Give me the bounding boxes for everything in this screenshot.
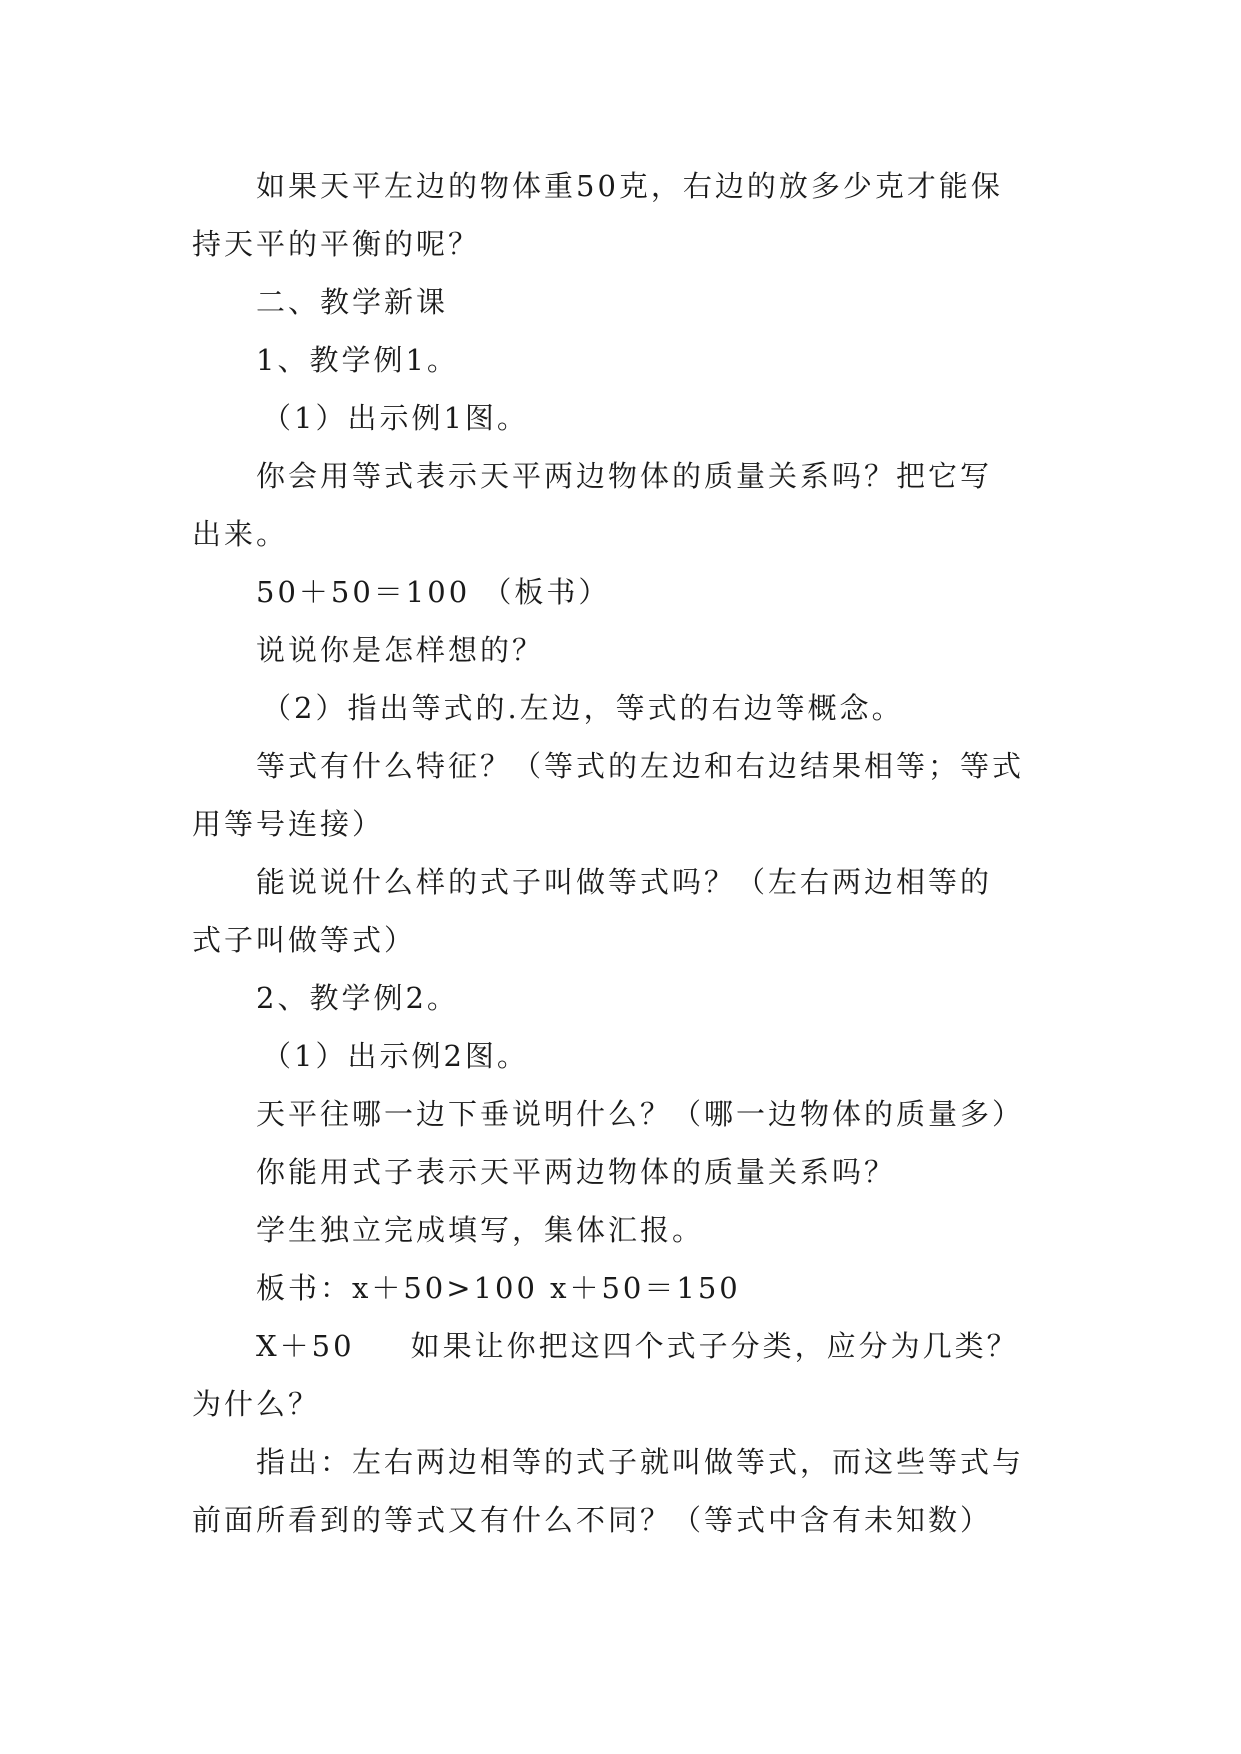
question-text: 如果让你把这四个式子分类，应分为几类？	[410, 1329, 1019, 1363]
text-line: 前面所看到的等式又有什么不同？（等式中含有未知数）	[192, 1503, 993, 1537]
text-line: 出来。	[192, 517, 289, 551]
step-item: （1）出示例2图。	[262, 1039, 529, 1073]
paragraph	[192, 447, 1052, 563]
paragraph: 你能用式子表示天平两边物体的质量关系吗？	[256, 1155, 897, 1189]
paragraph	[192, 737, 1052, 853]
text-line: 为什么？	[192, 1387, 321, 1421]
text-line: 用等号连接）	[192, 807, 385, 841]
paragraph-balance-question	[192, 157, 1052, 273]
paragraph: 说说你是怎样想的？	[256, 633, 545, 667]
text-line: 指出：左右两边相等的式子就叫做等式，而这些等式与	[256, 1445, 1025, 1479]
text-line: 你会用等式表示天平两边物体的质量关系吗？把它写	[256, 459, 993, 493]
text-line: 能说说什么样的式子叫做等式吗？（左右两边相等的	[256, 865, 993, 899]
step-item: （1）出示例1图。	[262, 401, 529, 435]
section-heading: 二、教学新课	[256, 285, 449, 319]
text-line: 持天平的平衡的呢？	[192, 227, 481, 261]
subsection-heading: 1、教学例1。	[256, 343, 459, 377]
text-line: 如果天平左边的物体重50克，右边的放多少克才能保	[256, 169, 1003, 203]
subsection-heading: 2、教学例2。	[256, 981, 459, 1015]
equation-line: 50＋50＝100 （板书）	[256, 575, 611, 609]
document-body	[192, 157, 1052, 1549]
paragraph	[192, 853, 1052, 969]
equation-line: 板书：x＋50>100 x＋50＝150	[256, 1271, 741, 1305]
text-line	[192, 1317, 1052, 1375]
expression: X＋50	[256, 1329, 355, 1363]
paragraph: 天平往哪一边下垂说明什么？（哪一边物体的质量多）	[256, 1097, 1025, 1131]
paragraph	[192, 1433, 1052, 1549]
paragraph: 学生独立完成填写，集体汇报。	[256, 1213, 705, 1247]
text-line: 等式有什么特征？（等式的左边和右边结果相等；等式	[256, 749, 1025, 783]
paragraph	[192, 1317, 1052, 1433]
text-line: 式子叫做等式）	[192, 923, 417, 957]
step-item: （2）指出等式的.左边，等式的右边等概念。	[262, 691, 904, 725]
